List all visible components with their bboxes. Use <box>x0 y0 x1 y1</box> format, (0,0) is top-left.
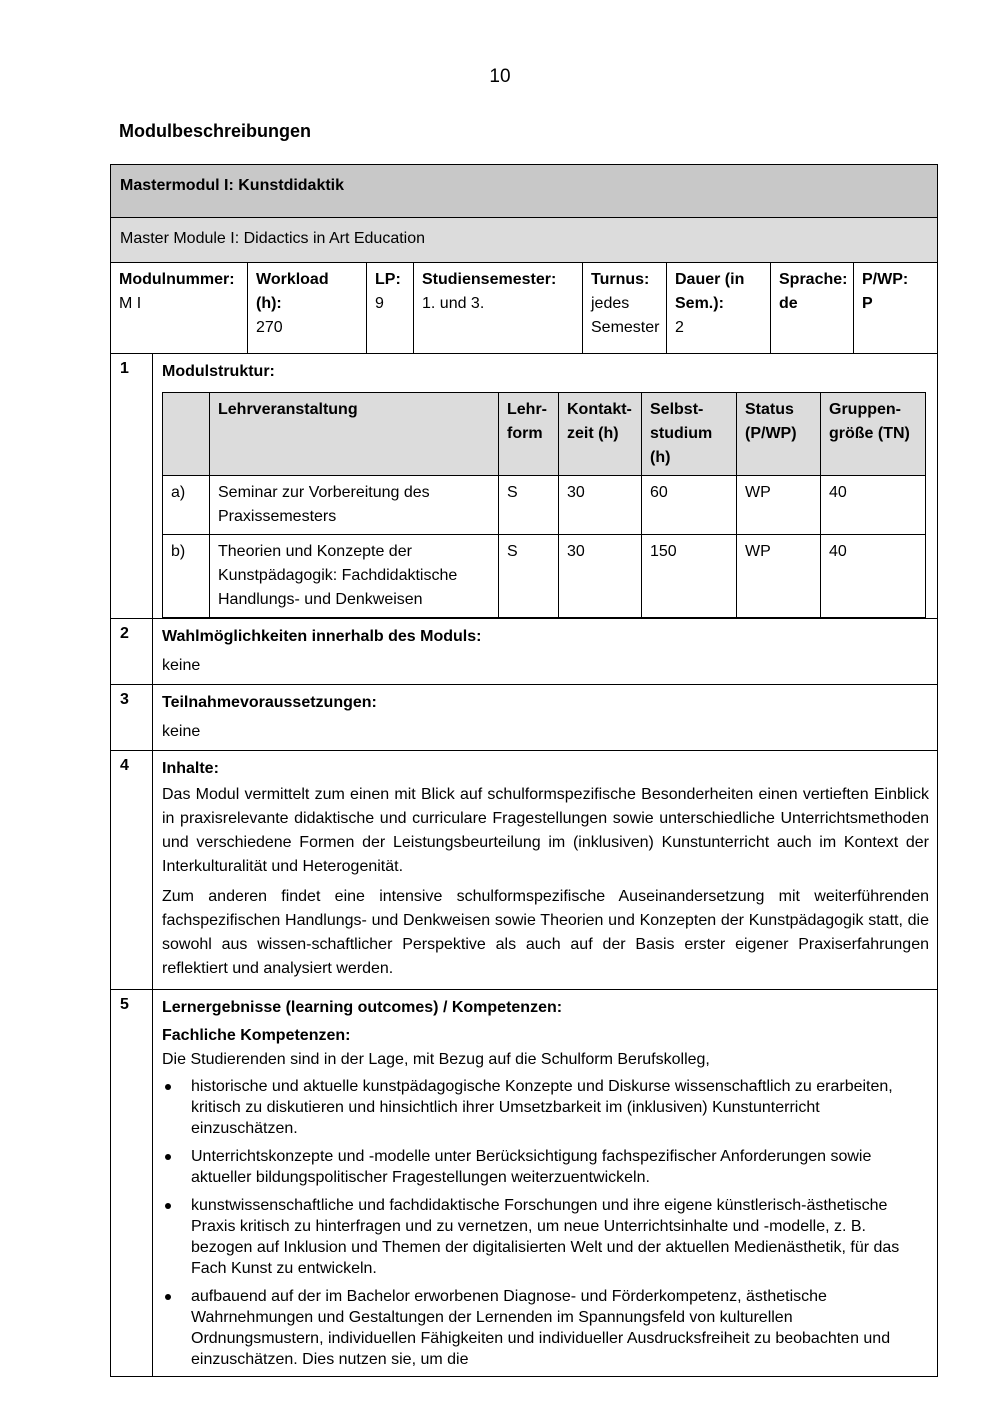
course-table <box>162 392 926 618</box>
col-header-lehrveranstaltung: Lehrveranstaltung <box>210 393 499 476</box>
section-1-content <box>153 354 937 618</box>
section-number: 2 <box>111 619 153 684</box>
info-cell-workload <box>248 263 367 353</box>
col-header-kontaktzeit: Kontakt-zeit (h) <box>559 393 642 476</box>
info-label: Sprache: <box>779 271 848 288</box>
module-info-row <box>111 263 937 354</box>
list-item <box>162 1195 929 1279</box>
cell-course: Seminar zur Vorbereitung des Praxissemesters <box>210 476 499 535</box>
section-4-row <box>111 751 937 990</box>
cell-self-study: 60 <box>642 476 737 535</box>
col-header-status: Status (P/WP) <box>737 393 821 476</box>
section-title: Modulbeschreibungen <box>119 121 312 141</box>
section-3-row <box>111 685 937 751</box>
info-label: Studiensemester: <box>422 271 557 288</box>
info-cell-studiensemester <box>414 263 583 353</box>
section-5-row <box>111 990 937 1376</box>
cell-index: a) <box>163 476 210 535</box>
section-2-content <box>153 619 937 684</box>
section-number: 5 <box>111 990 153 1376</box>
col-header-index <box>163 393 210 476</box>
cell-contact: 30 <box>559 535 642 618</box>
competence-list <box>162 1076 929 1370</box>
bullet-icon <box>165 1084 171 1090</box>
info-value: de <box>779 295 798 312</box>
info-value: 1. und 3. <box>422 295 485 312</box>
section-heading: Wahlmöglichkeiten innerhalb des Moduls: <box>162 628 482 645</box>
table-row <box>163 535 926 618</box>
col-header-lehrform: Lehr-form <box>499 393 559 476</box>
info-cell-pwp <box>854 263 937 353</box>
cell-group-size: 40 <box>821 476 926 535</box>
info-value: 9 <box>375 295 384 312</box>
module-title-en: Master Module I: Didactics in Art Education <box>111 218 937 263</box>
cell-status: WP <box>737 476 821 535</box>
list-item <box>162 1146 929 1188</box>
info-label: Modulnummer: <box>119 271 235 288</box>
cell-form: S <box>499 476 559 535</box>
course-table-header <box>163 393 926 476</box>
section-5-content <box>153 990 937 1376</box>
cell-status: WP <box>737 535 821 618</box>
section-text: keine <box>162 723 201 740</box>
info-cell-modulnummer <box>111 263 248 353</box>
info-label: Workload (h): <box>256 271 329 312</box>
cell-self-study: 150 <box>642 535 737 618</box>
info-value: 2 <box>675 319 684 336</box>
info-value: M I <box>119 295 142 312</box>
cell-form: S <box>499 535 559 618</box>
section-paragraph: Zum anderen findet eine intensive schulformspezifische Auseinandersetzung mit weiterführenden fachspezifischen Handlungs- und Denkweisen sowie Theorien und Konzepten der Kunstpädagogik statt, die sowohl aus wissen-schaftlicher Perspektive als auch auf der Basis erster eigener Praxiserfahrungen reflektiert und analysiert werden. <box>162 888 929 977</box>
list-item-text: Unterrichtskonzepte und -modelle unter Berücksichtigung fachspezifischer Anforderungen sowie aktueller bildungspolitischer Fragestellungen weiterzuentwickeln. <box>191 1148 872 1186</box>
section-4-content <box>153 751 937 989</box>
section-1-row <box>111 354 937 619</box>
info-cell-turnus <box>583 263 667 353</box>
col-header-gruppengroesse: Gruppen-größe (TN) <box>821 393 926 476</box>
section-intro: Die Studierenden sind in der Lage, mit Bezug auf die Schulform Berufskolleg, <box>162 1051 710 1068</box>
section-3-content <box>153 685 937 750</box>
cell-group-size: 40 <box>821 535 926 618</box>
section-2-row <box>111 619 937 685</box>
col-header-selbststudium: Selbst-studium (h) <box>642 393 737 476</box>
section-heading: Lernergebnisse (learning outcomes) / Kompetenzen: <box>162 999 563 1016</box>
info-label: Dauer (in Sem.): <box>675 271 745 312</box>
section-heading: Inhalte: <box>162 760 219 777</box>
bullet-icon <box>165 1154 171 1160</box>
info-value: 270 <box>256 319 283 336</box>
cell-contact: 30 <box>559 476 642 535</box>
table-row <box>163 476 926 535</box>
section-subheading: Fachliche Kompetenzen: <box>162 1027 351 1044</box>
section-number: 1 <box>111 354 153 618</box>
module-table <box>110 164 938 1377</box>
info-label: P/WP: <box>862 271 909 288</box>
info-cell-lp <box>367 263 414 353</box>
info-label: LP: <box>375 271 401 288</box>
section-number: 4 <box>111 751 153 989</box>
section-heading: Modulstruktur: <box>162 363 275 380</box>
info-cell-sprache <box>771 263 854 353</box>
info-cell-dauer <box>667 263 771 353</box>
list-item-text: historische und aktuelle kunstpädagogische Konzepte und Diskurse wissenschaftlich zu erarbeiten, kritisch zu diskutieren und hinsichtlich ihrer Umsetzbarkeit im (inklusiven) Kunstunterricht einzuschätzen. <box>191 1078 893 1137</box>
list-item-text: kunstwissenschaftliche und fachdidaktische Forschungen und ihre eigene künstlerisch-ästhetische Praxis kritisch zu hinterfragen und zu vernetzen, um neue Unterrichtsinhalte und -modelle, z. B. bezogen auf Inklusion und Themen der digitalisierten Welt und der aktuellen Medienästhetik, für das Fach Kunst zu entwickeln. <box>191 1197 900 1277</box>
bullet-icon <box>165 1294 171 1300</box>
page-number: 10 <box>489 66 511 87</box>
module-title-de: Mastermodul I: Kunstdidaktik <box>111 165 937 218</box>
bullet-icon <box>165 1203 171 1209</box>
list-item <box>162 1076 929 1139</box>
cell-course: Theorien und Konzepte der Kunstpädagogik: Fachdidaktische Handlungs- und Denkweisen <box>210 535 499 618</box>
section-heading: Teilnahmevoraussetzungen: <box>162 694 377 711</box>
info-value: P <box>862 295 873 312</box>
section-paragraph: Das Modul vermittelt zum einen mit Blick auf schulformspezifische Besonderheiten einen vertieften Einblick in praxisrelevante didaktische und curriculare Fragestellungen sowie unterschiedliche Unterrichtsmethoden und verschiedene Formen der Leistungsbeurteilung im (inklusiven) Kunstunterricht auch im Kontext der Interkulturalität und Heterogenität. <box>162 786 929 875</box>
info-value: jedes Semester <box>591 295 660 336</box>
list-item-text: aufbauend auf der im Bachelor erworbenen Diagnose- und Förderkompetenz, ästhetische Wahrnehmungen und Gestaltungen der Lernenden im Spannungsfeld von kulturellen Ordnungsmustern, individuellen Fähigkeiten und individueller Ausdrucksfreiheit zu beobachten und einzuschätzen. Dies nutzen sie, um die <box>191 1288 891 1368</box>
section-number: 3 <box>111 685 153 750</box>
info-label: Turnus: <box>591 271 650 288</box>
cell-index: b) <box>163 535 210 618</box>
section-text: keine <box>162 657 201 674</box>
list-item <box>162 1286 929 1370</box>
